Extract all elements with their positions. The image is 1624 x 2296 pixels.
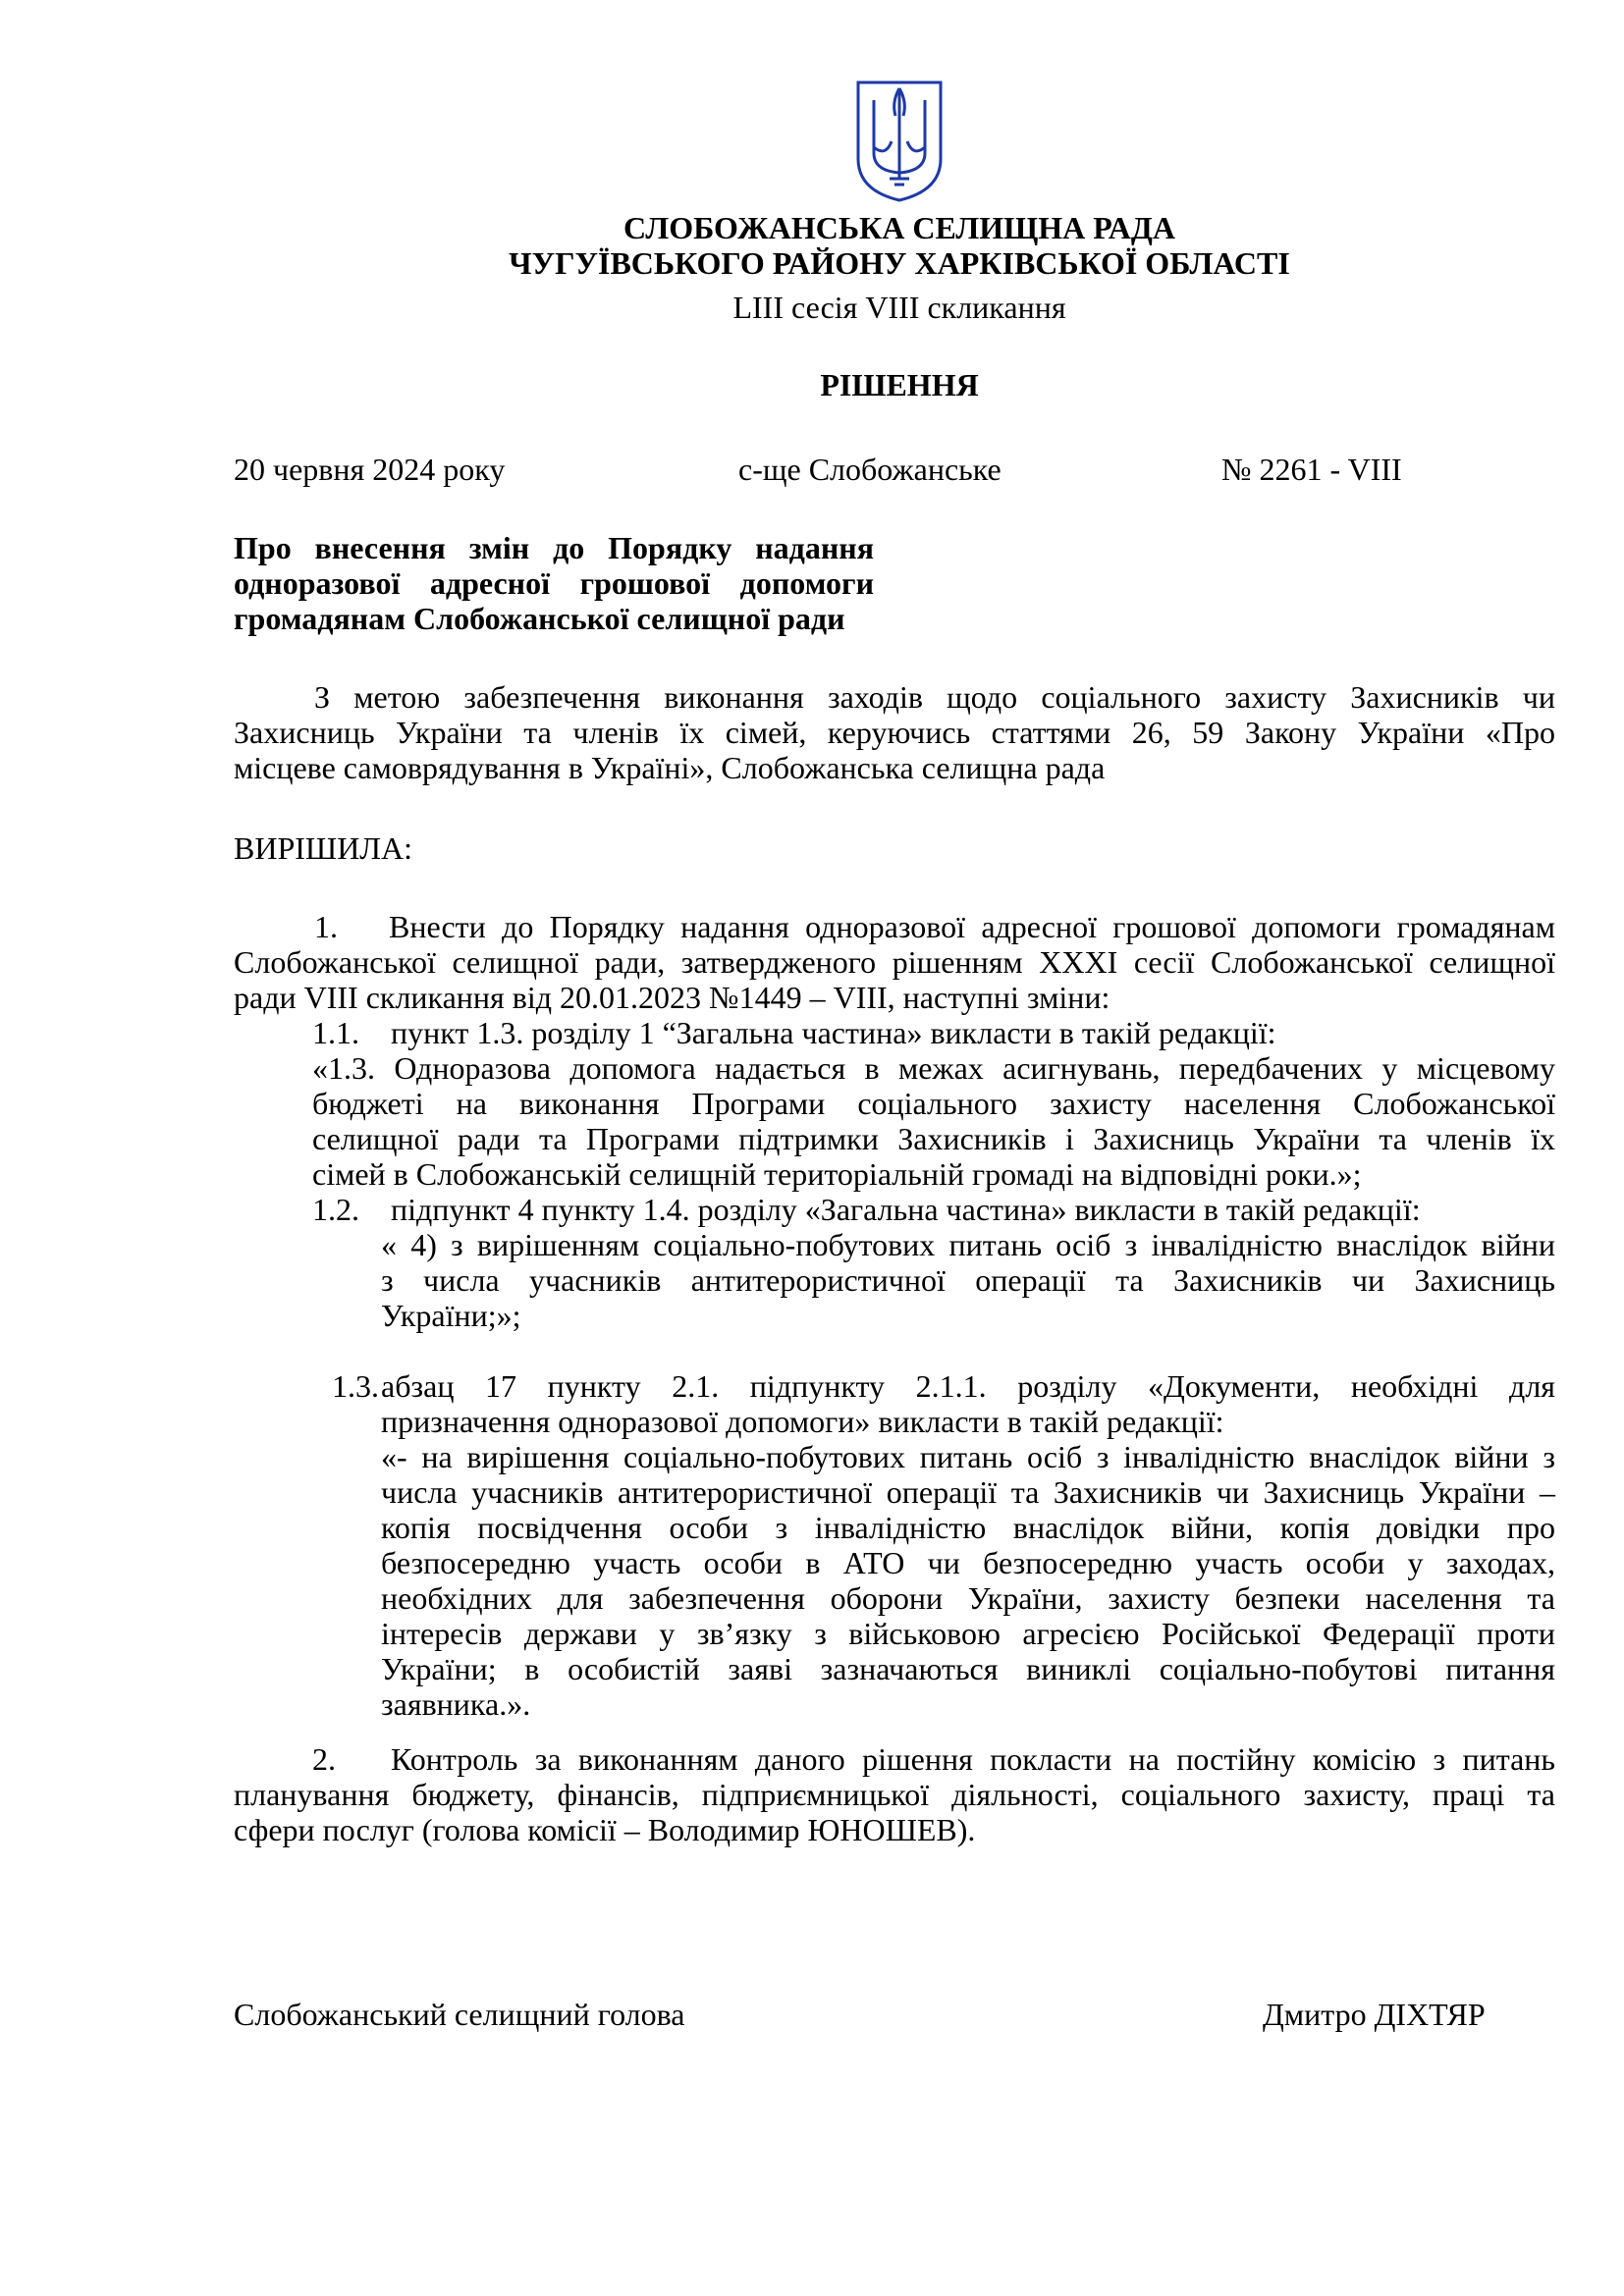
subitem-heading: призначення одноразової допомоги» викласти в такій редакції: — [381, 1404, 1224, 1439]
subitem-text-line: селищної ради та Програми підтримки Захисників і Захисниць України та членів їх — [312, 1121, 1555, 1156]
decision-date: 20 червня 2024 року — [234, 452, 506, 487]
subitem-text-line: заявника.». — [381, 1686, 531, 1722]
subject-line: громадянам Слобожанської селищної ради — [234, 601, 845, 636]
preamble-line: місцеве самоврядування в Україні», Слобожанська селищна рада — [234, 750, 1106, 785]
subitem-heading: пункт 1.3. розділу 1 “Загальна частина» викласти в такій редакції: — [391, 1015, 1276, 1050]
item-number: 1. — [314, 909, 338, 944]
item2-line: планування бюджету, фінансів, підприємницької діяльності, соціального захисту, праці та — [234, 1777, 1555, 1812]
decision-number: № 2261 - VIII — [1221, 452, 1402, 487]
subitem-text-line: «1.3. Одноразова допомога надається в межах асигнувань, передбачених у місцевому — [312, 1050, 1555, 1086]
subitem-text-line: « 4) з вирішенням соціально-побутових питань осіб з інвалідністю внаслідок війни — [381, 1227, 1555, 1262]
subitem-text-line: бюджеті на виконання Програми соціального захисту населення Слобожанської — [312, 1086, 1555, 1121]
subitem-text-line: необхідних для забезпечення оборони України, захисту безпеки населення та — [381, 1580, 1555, 1616]
subitem-text-line: числа учасників антитерористичної операції та Захисників чи Захисниць України – — [381, 1474, 1555, 1510]
session-line: LIII сесія VIII скликання — [732, 290, 1066, 325]
subitem-text-line: з числа учасників антитерористичної операції та Захисників чи Захисниць — [381, 1262, 1555, 1298]
council-name-line2: ЧУГУЇВСЬКОГО РАЙОНУ ХАРКІВСЬКОЇ ОБЛАСТІ — [509, 245, 1290, 281]
subitem-number: 1.2. — [312, 1192, 359, 1227]
subitem-text-line: України;»; — [381, 1298, 521, 1333]
document-type-title: РІШЕННЯ — [820, 367, 979, 402]
trident-coat-of-arms-icon — [852, 77, 947, 204]
signatory-name: Дмитро ДІХТЯР — [1263, 1997, 1486, 2032]
subitem-number: 1.3. — [332, 1368, 379, 1404]
decision-place: с-ще Слобожанське — [738, 452, 1001, 487]
subitem-text-line: копія посвідчення особи з інвалідністю внаслідок війни, копія довідки про — [381, 1510, 1555, 1545]
subitem-text-line: безпосередню участь особи в АТО чи безпосередню участь особи у заходах, — [381, 1545, 1555, 1580]
signatory-position: Слобожанський селищний голова — [234, 1997, 685, 2032]
subject-line: одноразової адресної грошової допомоги — [234, 565, 874, 601]
council-name-line1: СЛОБОЖАНСЬКА СЕЛИЩНА РАДА — [623, 210, 1175, 245]
item1-line: ради VIII скликання від 20.01.2023 №1449 – VIII, наступні зміни: — [234, 980, 1110, 1015]
subitem-number: 1.1. — [312, 1015, 359, 1050]
item2-line: Контроль за виконанням даного рішення покласти на постійну комісію з питань — [391, 1741, 1555, 1777]
subject-line: Про внесення змін до Порядку надання — [234, 530, 874, 565]
subitem-heading: абзац 17 пункту 2.1. підпункту 2.1.1. розділу «Документи, необхідні для — [381, 1368, 1555, 1404]
subitem-text-line: України; в особистій заяві зазначаються виниклі соціально-побутові питання — [381, 1651, 1555, 1686]
item1-line: Внести до Порядку надання одноразової адресної грошової допомоги громадянам — [389, 909, 1555, 944]
subitem-text-line: «- на вирішення соціально-побутових питань осіб з інвалідністю внаслідок війни з — [381, 1439, 1555, 1474]
subitem-heading: підпункт 4 пункту 1.4. розділу «Загальна частина» викласти в такій редакції: — [391, 1192, 1421, 1227]
item-number: 2. — [312, 1741, 336, 1777]
subitem-text-line: сімей в Слобожанській селищній територіальній громаді на відповідні роки.»; — [312, 1156, 1362, 1192]
item1-line: Слобожанської селищної ради, затвердженого рішенням XXXI сесії Слобожанської селищної — [234, 944, 1555, 980]
item2-line: сфери послуг (голова комісії – Володимир ЮНОШЕВ). — [234, 1812, 976, 1847]
subitem-text-line: інтересів держави у зв’язку з військовою агресією Російської Федерації проти — [381, 1616, 1555, 1651]
preamble-line: Захисниць України та членів їх сімей, керуючись статтями 26, 59 Закону України «Про — [234, 715, 1555, 750]
decided-heading: ВИРІШИЛА: — [234, 830, 412, 866]
preamble-line: З метою забезпечення виконання заходів щодо соціального захисту Захисників чи — [314, 679, 1555, 715]
